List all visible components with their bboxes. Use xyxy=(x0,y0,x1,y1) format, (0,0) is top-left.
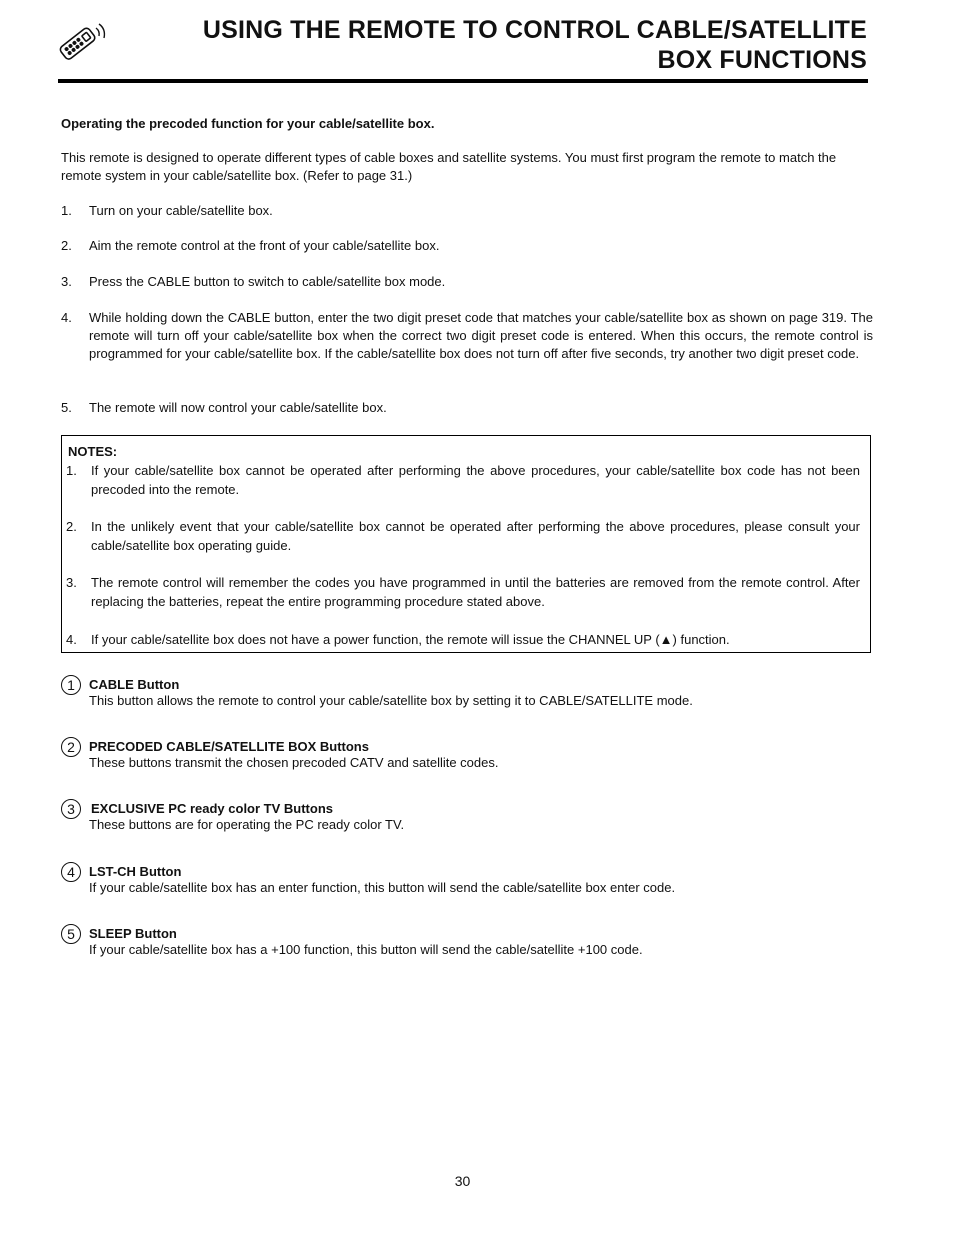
page-title xyxy=(87,15,867,75)
note-number: 1. xyxy=(66,463,77,478)
item-title: EXCLUSIVE PC ready color TV Buttons xyxy=(91,801,333,816)
item-description: If your cable/satellite box has a +100 function, this button will send the cable/satellite +100 code. xyxy=(89,942,643,957)
item-description: These buttons are for operating the PC ready color TV. xyxy=(89,817,405,832)
note-item xyxy=(66,630,860,649)
step-number: 1. xyxy=(61,203,72,218)
note-item xyxy=(66,461,860,499)
title-divider xyxy=(58,79,868,83)
step-number: 2. xyxy=(61,238,72,253)
step-text: Press the CABLE button to switch to cable/satellite box mode. xyxy=(89,274,446,289)
step-item xyxy=(61,202,873,220)
note-text: The remote control will remember the codes you have programmed in until the batteries are removed from the remote control. After replacing the batteries, repeat the entire programming procedure stated above. xyxy=(91,575,860,609)
step-item xyxy=(61,399,873,417)
step-number: 4. xyxy=(61,310,72,325)
step-text: While holding down the CABLE button, enter the two digit preset code that matches your cable/satellite box as shown on page 319. The remote will turn off your cable/satellite box when the correct two digit preset code is entered. When this occurs, the remote control is programmed for your cable/satellite box. If the cable/satellite box does not turn off after five seconds, try another two digit preset code. xyxy=(89,310,873,361)
step-text: Aim the remote control at the front of your cable/satellite box. xyxy=(89,238,440,253)
step-text: The remote will now control your cable/satellite box. xyxy=(89,400,387,415)
item-number-badge: 2 xyxy=(61,737,81,757)
note-number: 2. xyxy=(66,519,77,534)
step-item xyxy=(61,237,873,255)
note-number: 4. xyxy=(66,632,77,647)
item-description: If your cable/satellite box has an enter function, this button will send the cable/satellite box enter code. xyxy=(89,880,676,895)
note-text: In the unlikely event that your cable/satellite box cannot be operated after performing the above procedures, please consult your cable/satellite box operating guide. xyxy=(91,519,860,553)
step-item xyxy=(61,273,873,291)
page-number: 30 xyxy=(454,1173,471,1189)
item-title: SLEEP Button xyxy=(89,926,177,941)
notes-title: NOTES: xyxy=(68,444,118,459)
note-text: If your cable/satellite box cannot be operated after performing the above procedures, your cable/satellite box code has not been precoded into the remote. xyxy=(91,463,860,497)
step-item xyxy=(61,309,873,363)
title-line-2: BOX FUNCTIONS xyxy=(657,46,867,74)
item-number-badge: 3 xyxy=(61,799,81,819)
step-number: 5. xyxy=(61,400,72,415)
notes-box xyxy=(61,435,871,653)
item-title: LST-CH Button xyxy=(89,864,182,879)
item-number-badge: 4 xyxy=(61,862,81,882)
item-number-badge: 1 xyxy=(61,675,81,695)
intro-paragraph: This remote is designed to operate different types of cable boxes and satellite systems. You must first program the remote to match the remote system in your cable/satellite box. (Refer to page 31.) xyxy=(61,150,837,183)
section-subheading: Operating the precoded function for your cable/satellite box. xyxy=(61,116,435,131)
item-title: PRECODED CABLE/SATELLITE BOX Buttons xyxy=(89,739,369,754)
item-description: This button allows the remote to control your cable/satellite box by setting it to CABLE/SATELLITE mode. xyxy=(89,693,693,708)
note-number: 3. xyxy=(66,575,77,590)
note-item xyxy=(66,573,860,611)
item-description: These buttons transmit the chosen precoded CATV and satellite codes. xyxy=(89,755,499,770)
step-number: 3. xyxy=(61,274,72,289)
note-item xyxy=(66,517,860,555)
title-line-1: USING THE REMOTE TO CONTROL CABLE/SATELLITE xyxy=(202,16,867,44)
step-text: Turn on your cable/satellite box. xyxy=(89,203,273,218)
note-text: If your cable/satellite box does not have a power function, the remote will issue the CHANNEL UP (▲) function. xyxy=(91,632,730,647)
item-number-badge: 5 xyxy=(61,924,81,944)
item-title: CABLE Button xyxy=(89,677,180,692)
